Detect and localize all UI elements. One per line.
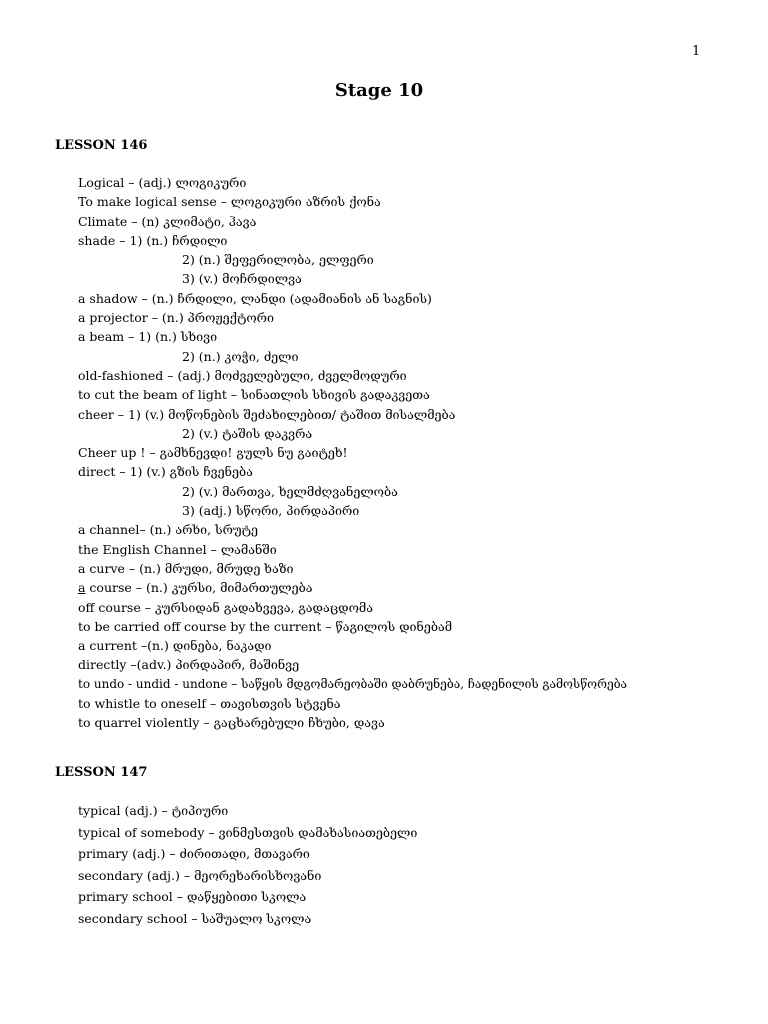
vocab-entry: To make logical sense – ლოგიკური აზრის ქონა [78,194,381,210]
vocab-entry: to cut the beam of light – სინათლის სხივის გადაკვეთა [78,387,430,403]
vocab-subentry: 2) (n.) შეფერილობა, ელფერი [182,252,374,268]
underlined-article: a [78,580,86,596]
vocab-entry: Logical – (adj.) ლოგიკური [78,175,247,190]
vocab-entry: secondary (adj.) – მეორეხარისხოვანი [78,867,322,883]
vocab-entry: a shadow – (n.) ჩრდილი, ლანდი (ადამიანის ან საგნის) [78,290,432,306]
vocab-entry: to quarrel violently – გაცხარებული ჩხუბი, დავა [78,715,385,731]
vocab-subentry: 3) (adj.) სწორი, პირდაპირი [182,503,360,519]
vocab-entry-text: course – (n.) კურსი, მიმართულება [85,580,313,596]
page-number: 1 [692,44,701,59]
vocab-entry: cheer – 1) (v.) მოწონების შეძახილებით/ ტაშით მისალმება [78,406,456,422]
vocab-entry: a projector – (n.) პროჟექტორი [78,310,274,326]
vocab-entry: directly –(adv.) პირდაპირ, მაშინვე [78,657,300,673]
vocab-entry: to whistle to oneself – თავისთვის სტვენა [78,696,341,712]
vocab-subentry: 3) (v.) მოჩრდილვა [182,271,302,287]
lesson-heading: LESSON 146 [55,138,148,153]
vocab-entry: typical of somebody – ვინმესთვის დამახასიათებელი [78,824,418,840]
vocabulary-list [78,800,417,929]
vocab-entry: Climate – (n) კლიმატი, ჰავა [78,213,257,229]
vocab-entry: secondary school – საშუალო სკოლა [78,910,312,926]
vocab-entry: to undo - undid - undone – საწყის მდგომარეობაში დაბრუნება, ჩადენილის გამოსწორება [78,676,628,691]
vocab-entry: typical (adj.) – ტიპიური [78,803,229,818]
vocab-entry: a channel– (n.) არხი, სრუტე [78,522,259,538]
vocab-subentry: 2) (n.) კოჭი, ძელი [182,348,299,364]
vocab-entry: a current –(n.) დინება, ნაკადი [78,638,272,654]
vocab-entry: shade – 1) (n.) ჩრდილი [78,232,228,248]
vocab-entry: to be carried off course by the current – წაგილოს დინებამ [78,618,453,634]
vocab-subentry: 2) (v.) ტაშის დაკვრა [182,425,313,441]
vocab-entry: off course – კურსიდან გადახვევა, გადაცდომა [78,599,373,615]
vocab-entry: primary school – დაწყებითი სკოლა [78,889,307,904]
vocab-entry [78,578,627,597]
vocab-subentry: 2) (v.) მართვა, ხელმძღვანელობა [182,483,398,499]
vocab-entry: primary (adj.) – ძირითადი, მთავარი [78,846,310,861]
lesson-heading: LESSON 147 [55,765,148,780]
vocabulary-list [78,173,627,733]
vocab-entry: the English Channel – ლამანში [78,541,277,557]
vocab-entry: direct – 1) (v.) გზის ჩვენება [78,464,253,480]
vocab-entry: a curve – (n.) მრუდი, მრუდე ხაზი [78,560,294,576]
page-title: Stage 10 [334,80,424,101]
vocab-entry: Cheer up ! – გამხნევდი! გულს ნუ გაიტეხ! [78,445,348,461]
vocab-entry: a beam – 1) (n.) სხივი [78,329,218,345]
vocab-entry: old-fashioned – (adj.) მოძველებული, ძველმოდური [78,367,407,383]
